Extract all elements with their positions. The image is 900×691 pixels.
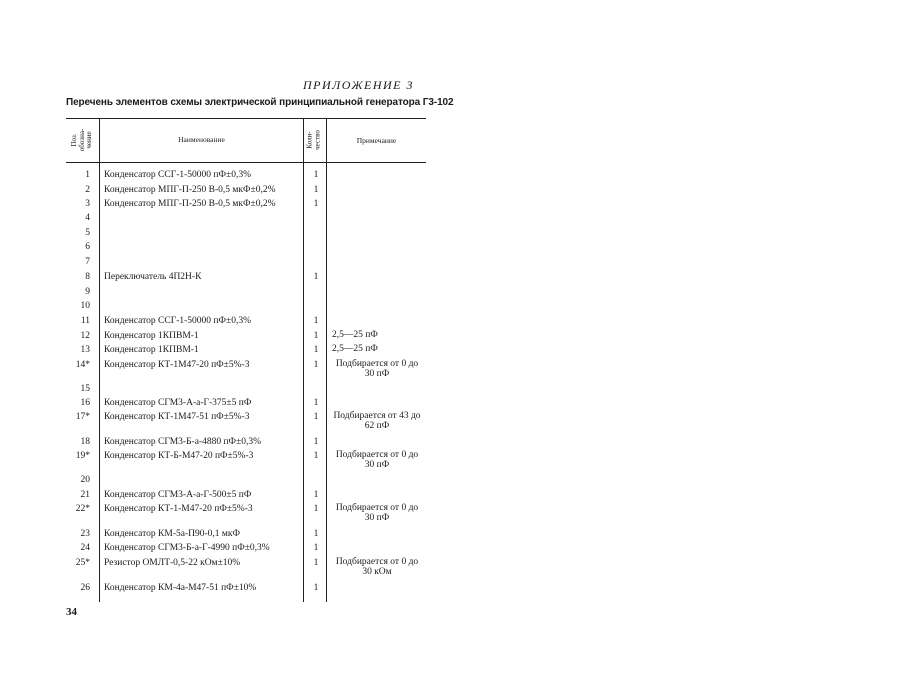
row-position: 9 xyxy=(85,287,90,297)
row-position: 16 xyxy=(80,398,90,408)
row-quantity: 1 xyxy=(313,558,319,568)
row-quantity: 1 xyxy=(313,199,319,209)
row-quantity: 1 xyxy=(313,331,319,341)
row-quantity: 1 xyxy=(313,529,319,539)
row-quantity: 1 xyxy=(313,170,319,180)
row-name: Конденсатор КТ-1М47-20 пФ±5%-3 xyxy=(104,360,250,370)
row-name: Конденсатор КТ-1-М47-20 пФ±5%-3 xyxy=(104,504,253,514)
row-name: Конденсатор КМ-5а-П90-0,1 мкФ xyxy=(104,529,241,539)
row-position: 8 xyxy=(85,272,90,282)
row-position: 6 xyxy=(85,242,90,252)
row-position: 2 xyxy=(85,185,90,195)
row-position: 15 xyxy=(80,384,90,394)
header-note: Примечание xyxy=(356,136,397,145)
row-note: Подбирается от 43 до 62 пФ xyxy=(333,411,421,431)
row-quantity: 1 xyxy=(313,398,319,408)
row-name: Конденсатор ССГ-1-50000 пФ±0,3% xyxy=(104,170,251,180)
row-name: Конденсатор СГМ3-Б-а-Г-4990 пФ±0,3% xyxy=(104,543,270,553)
column-divider-name xyxy=(303,118,304,602)
row-name: Конденсатор МПГ-П-250 В-0,5 мкФ±0,2% xyxy=(104,185,276,195)
row-position: 7 xyxy=(85,257,90,267)
row-position: 4 xyxy=(85,213,90,223)
row-position: 11 xyxy=(80,316,90,326)
row-name: Конденсатор СГМ3-А-а-Г-375±5 пФ xyxy=(104,398,252,408)
header-name: Наименование xyxy=(178,135,225,144)
table-header-rule xyxy=(66,162,426,163)
row-note: Подбирается от 0 до 30 кОм xyxy=(335,557,419,577)
row-name: Конденсатор КТ-1М47-51 пФ±5%-3 xyxy=(104,412,250,422)
row-name: Конденсатор ССГ-1-50000 пФ±0,3% xyxy=(104,316,251,326)
row-quantity: 1 xyxy=(313,543,319,553)
row-quantity: 1 xyxy=(313,272,319,282)
row-position: 13 xyxy=(80,345,90,355)
row-name: Конденсатор 1КПВМ-1 xyxy=(104,345,199,355)
row-quantity: 1 xyxy=(313,316,319,326)
row-note: 2,5—25 пФ xyxy=(332,330,378,340)
row-quantity: 1 xyxy=(313,345,319,355)
document-title: Перечень элементов схемы электрической принципиальной генератора Г3-102 xyxy=(66,97,454,108)
row-name: Конденсатор СГМ3-Б-а-4880 пФ±0,3% xyxy=(104,437,262,447)
column-divider-qty xyxy=(326,118,327,602)
row-note: Подбирается от 0 до 30 пФ xyxy=(335,359,419,379)
row-position: 22* xyxy=(75,504,90,514)
row-position: 24 xyxy=(80,543,90,553)
row-position: 26 xyxy=(80,583,90,593)
row-position: 12 xyxy=(80,331,90,341)
row-position: 17* xyxy=(75,412,90,422)
row-quantity: 1 xyxy=(313,504,319,514)
row-name: Конденсатор СГМ3-А-а-Г-500±5 пФ xyxy=(104,490,252,500)
row-note: Подбирается от 0 до 30 пФ xyxy=(335,450,419,470)
row-position: 21 xyxy=(80,490,90,500)
row-name: Конденсатор 1КПВМ-1 xyxy=(104,331,199,341)
row-position: 20 xyxy=(80,475,90,485)
row-name: Конденсатор КМ-4а-М47-51 пФ±10% xyxy=(104,583,257,593)
row-position: 5 xyxy=(85,228,90,238)
row-position: 14* xyxy=(75,360,90,370)
row-name: Резистор ОМЛТ-0,5-22 кОм±10% xyxy=(104,558,241,568)
row-position: 10 xyxy=(80,301,90,311)
row-position: 19* xyxy=(75,451,90,461)
row-note: 2,5—25 пФ xyxy=(332,344,378,354)
row-name: Переключатель 4П2Н-К xyxy=(104,272,202,282)
row-position: 23 xyxy=(80,529,90,539)
row-position: 18 xyxy=(80,437,90,447)
row-quantity: 1 xyxy=(313,437,319,447)
row-name: Конденсатор КТ-Б-М47-20 пФ±5%-3 xyxy=(104,451,254,461)
row-quantity: 1 xyxy=(313,412,319,422)
row-quantity: 1 xyxy=(313,451,319,461)
row-name: Конденсатор МПГ-П-250 В-0,5 мкФ±0,2% xyxy=(104,199,276,209)
column-divider-pos xyxy=(99,118,100,602)
page-number: 34 xyxy=(66,606,77,618)
row-position: 3 xyxy=(85,199,90,209)
table-top-rule xyxy=(66,118,426,119)
header-position: Поз. обозна- чение xyxy=(69,128,93,152)
row-note: Подбирается от 0 до 30 пФ xyxy=(335,503,419,523)
row-quantity: 1 xyxy=(313,360,319,370)
row-quantity: 1 xyxy=(313,583,319,593)
header-quantity: Коли- чество xyxy=(305,130,321,150)
row-quantity: 1 xyxy=(313,185,319,195)
appendix-label: ПРИЛОЖЕНИЕ 3 xyxy=(303,78,414,92)
row-position: 25* xyxy=(75,558,90,568)
row-quantity: 1 xyxy=(313,490,319,500)
row-position: 1 xyxy=(85,170,90,180)
